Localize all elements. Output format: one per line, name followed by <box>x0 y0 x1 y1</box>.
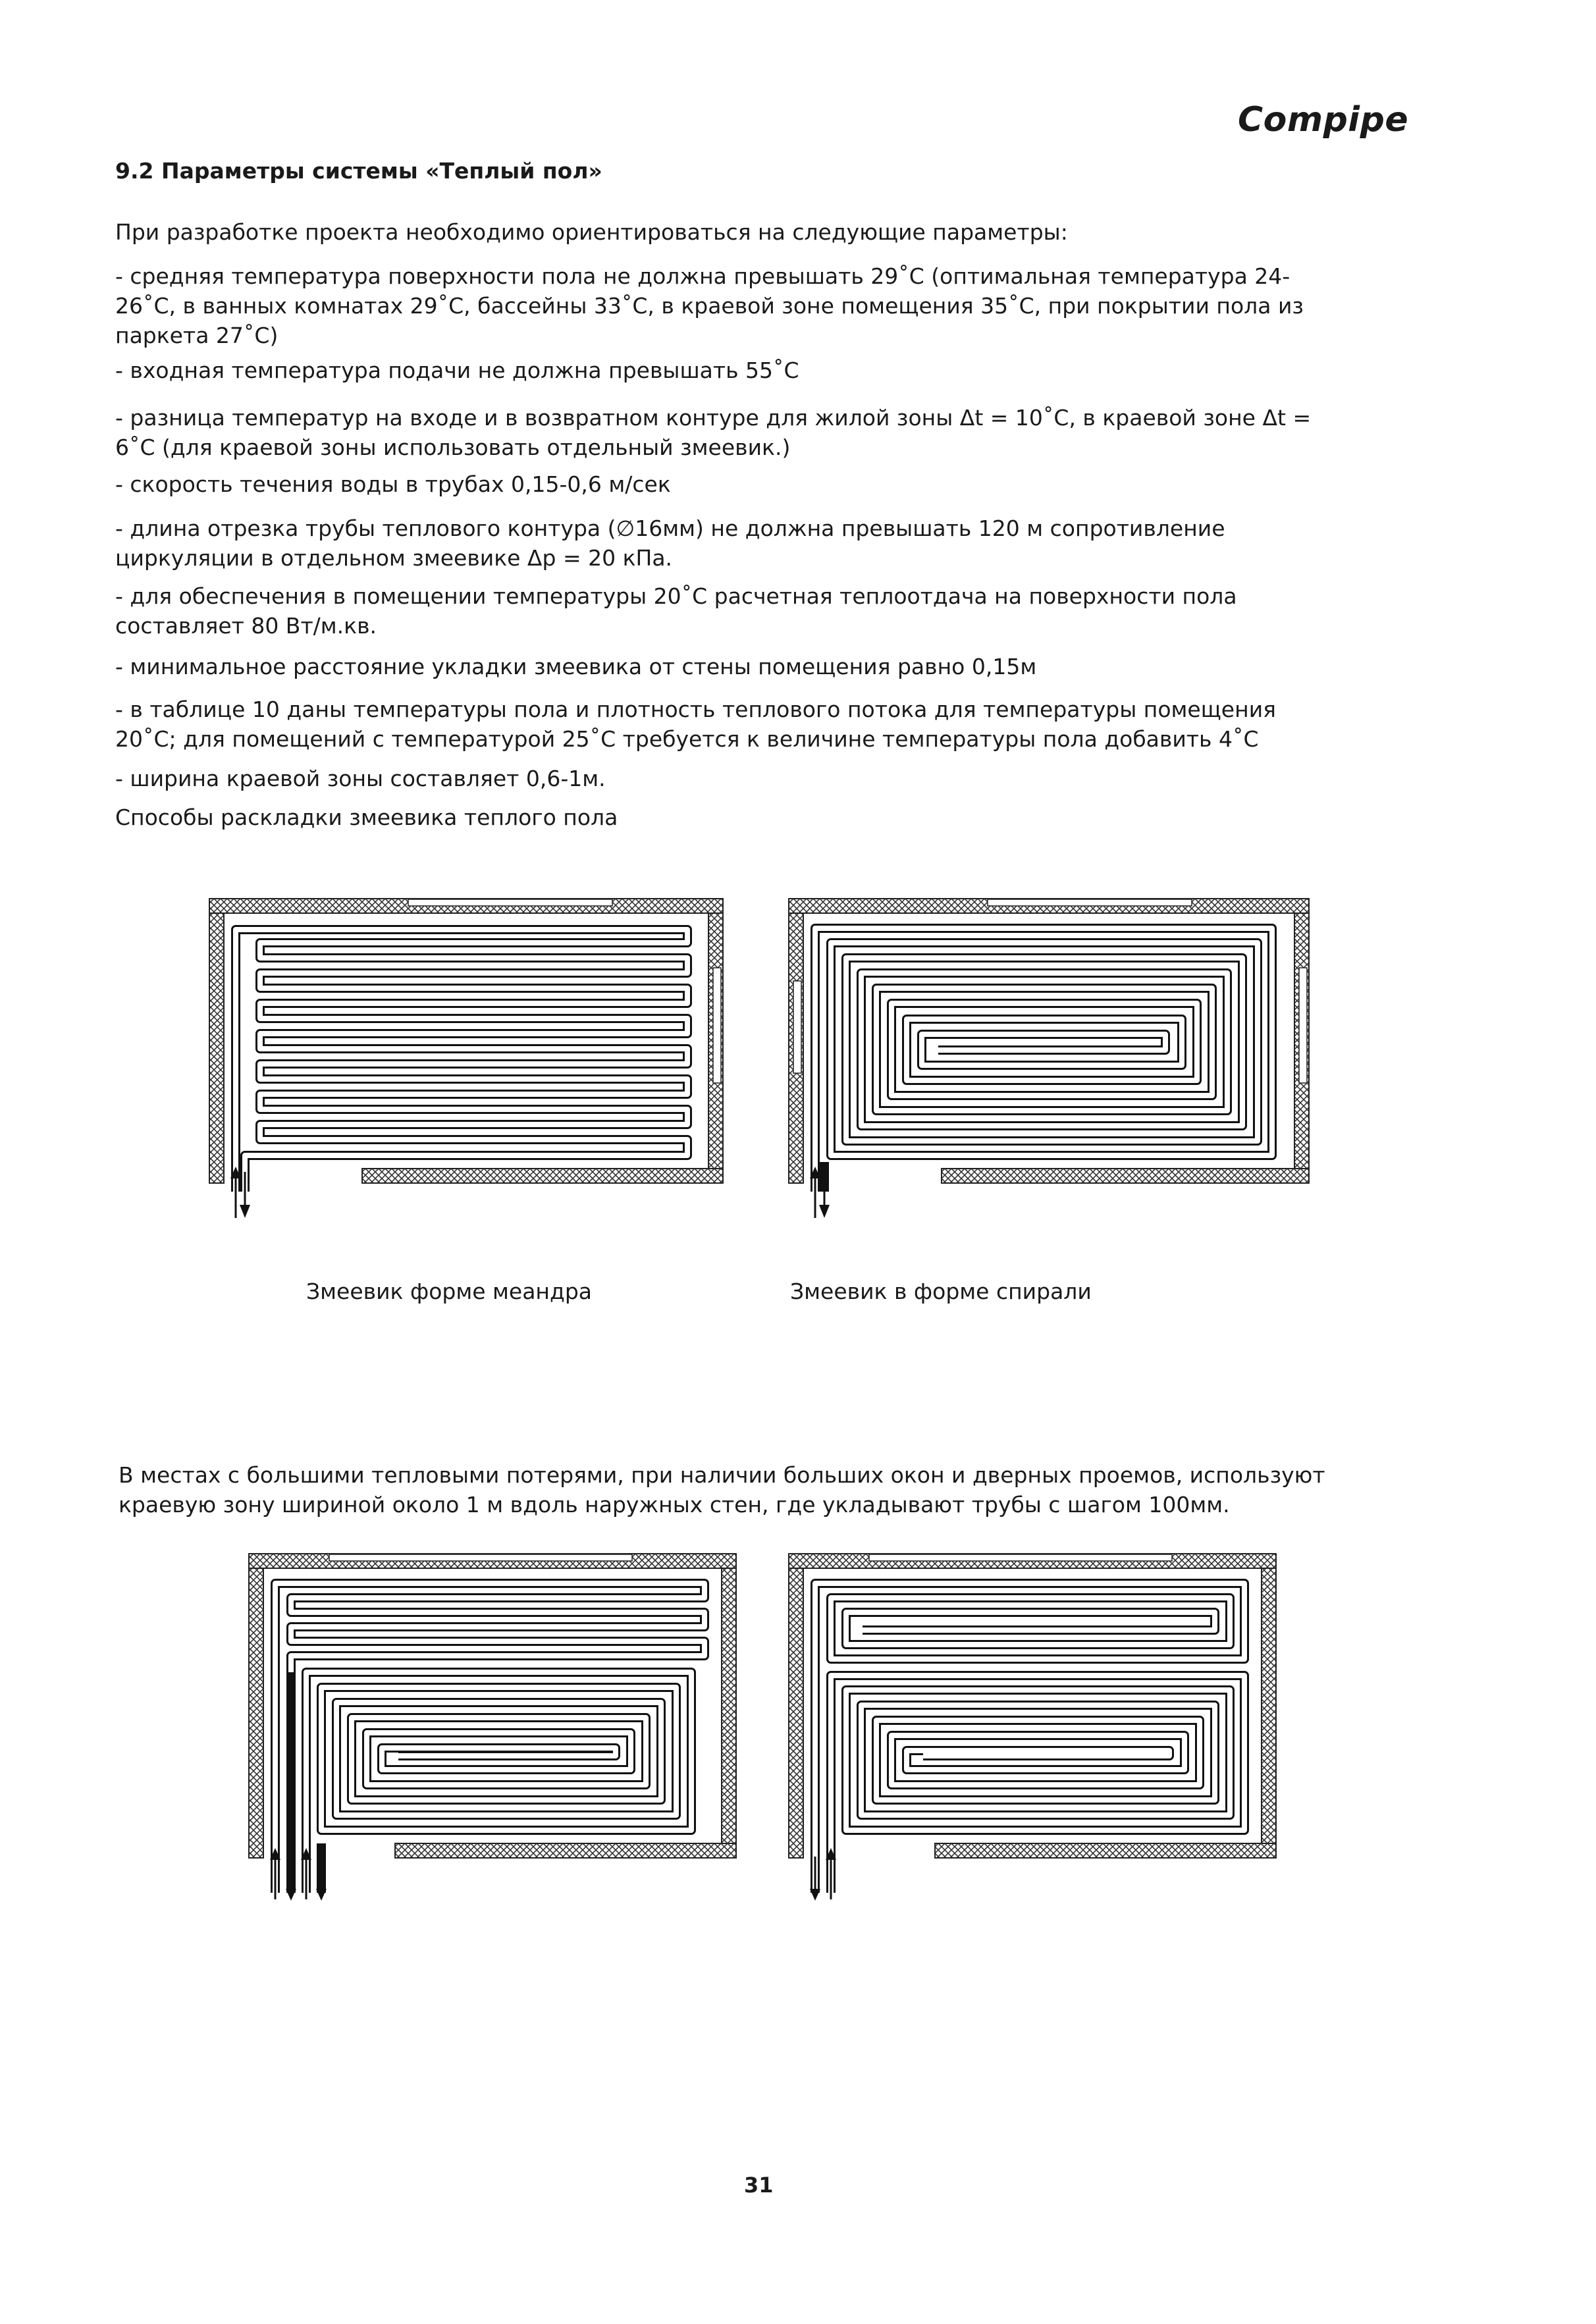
window-right <box>713 968 721 1083</box>
wall-left <box>789 1568 803 1858</box>
param-item-inlet-temp: - входная температура подачи не должна превышать 55˚С <box>115 357 799 383</box>
meander-pipe-outer <box>236 930 687 1192</box>
edge-zone-spiral-diagram <box>777 1550 1304 1906</box>
wall-bottom <box>362 1169 723 1183</box>
wall-right <box>722 1568 736 1858</box>
param-item-pipe-length: - длина отрезка трубы теплового контура (∅16мм) не должна превышать 120 м сопротивление циркуляции в отдельном змеевике Δp = 20 кПа. <box>115 515 1225 571</box>
methods-title: Способы раскладки змеевика теплого пола <box>115 805 618 830</box>
wall-left <box>209 913 224 1183</box>
return-arrow-head <box>240 1205 250 1218</box>
section-heading: 9.2 Параметры системы «Теплый пол» <box>115 158 602 184</box>
param-item-flow-speed: - скорость течения воды в трубах 0,15-0,6 м/сек <box>115 471 671 497</box>
param-item-edge-width: - ширина краевой зоны составляет 0,6-1м. <box>115 766 606 791</box>
param-item-delta-t: - разница температур на входе и в возвратном контуре для жилой зоны Δt = 10˚С, в краевой зоне Δt = 6˚С (для краевой зоны использовать отдельный змеевик.) <box>115 405 1312 460</box>
param-item-table-ref: - в таблице 10 даны температуры пола и плотность теплового потока для температуры помещения 20˚С; для помещений с температурой 25˚С требуется к величине температуры пола добавить 4˚С <box>115 697 1276 752</box>
wall-right <box>1262 1568 1276 1858</box>
window-right <box>1299 968 1307 1083</box>
brand-logo-text: Compipe <box>1238 100 1409 140</box>
window-left <box>793 981 801 1073</box>
param-item-heat-output: - для обеспечения в помещении температуры 20˚С расчетная теплоотдача на поверхности пола составляет 80 Вт/м.кв. <box>115 583 1237 639</box>
intro-text: При разработке проекта необходимо ориентироваться на следующие параметры: <box>115 219 1068 245</box>
edge-zone-text: В местах с большими тепловыми потерями, при наличии больших окон и дверных проемов, используют краевую зону шириной около 1 м вдоль наружных стен, где укладывают трубы с шагом 100мм. <box>119 1462 1325 1518</box>
edge-zone-meander-diagram <box>237 1550 751 1906</box>
window-top <box>408 899 612 906</box>
param-item-surface-temp: - средняя температура поверхности пола не должна превышать 29˚С (оптимальная температура 24- 26˚С, в ванных комнатах 29˚С, бассейны 33˚С, в краевой зоне помещения 35˚С, при покрытии пола из паркета 27˚С) <box>115 263 1304 348</box>
param-item-min-distance: - минимальное расстояние укладки змеевика от стены помещения равно 0,15м <box>115 654 1037 679</box>
return-arrow-head <box>819 1205 830 1218</box>
window-top <box>988 899 1192 906</box>
wall-bottom <box>935 1843 1276 1858</box>
spiral-pipe-outer <box>815 928 1272 1192</box>
meander-diagram <box>198 895 737 1225</box>
spiral-diagram <box>777 895 1317 1225</box>
page-number: 31 <box>744 2173 774 2198</box>
window-top <box>869 1554 1172 1561</box>
meander-caption: Змеевик форме меандра <box>306 1279 592 1304</box>
wall-bottom <box>942 1169 1309 1183</box>
spiral-caption: Змеевик в форме спирали <box>790 1279 1092 1304</box>
window-top <box>329 1554 632 1561</box>
wall-left <box>249 1568 263 1858</box>
wall-bottom <box>395 1843 736 1858</box>
